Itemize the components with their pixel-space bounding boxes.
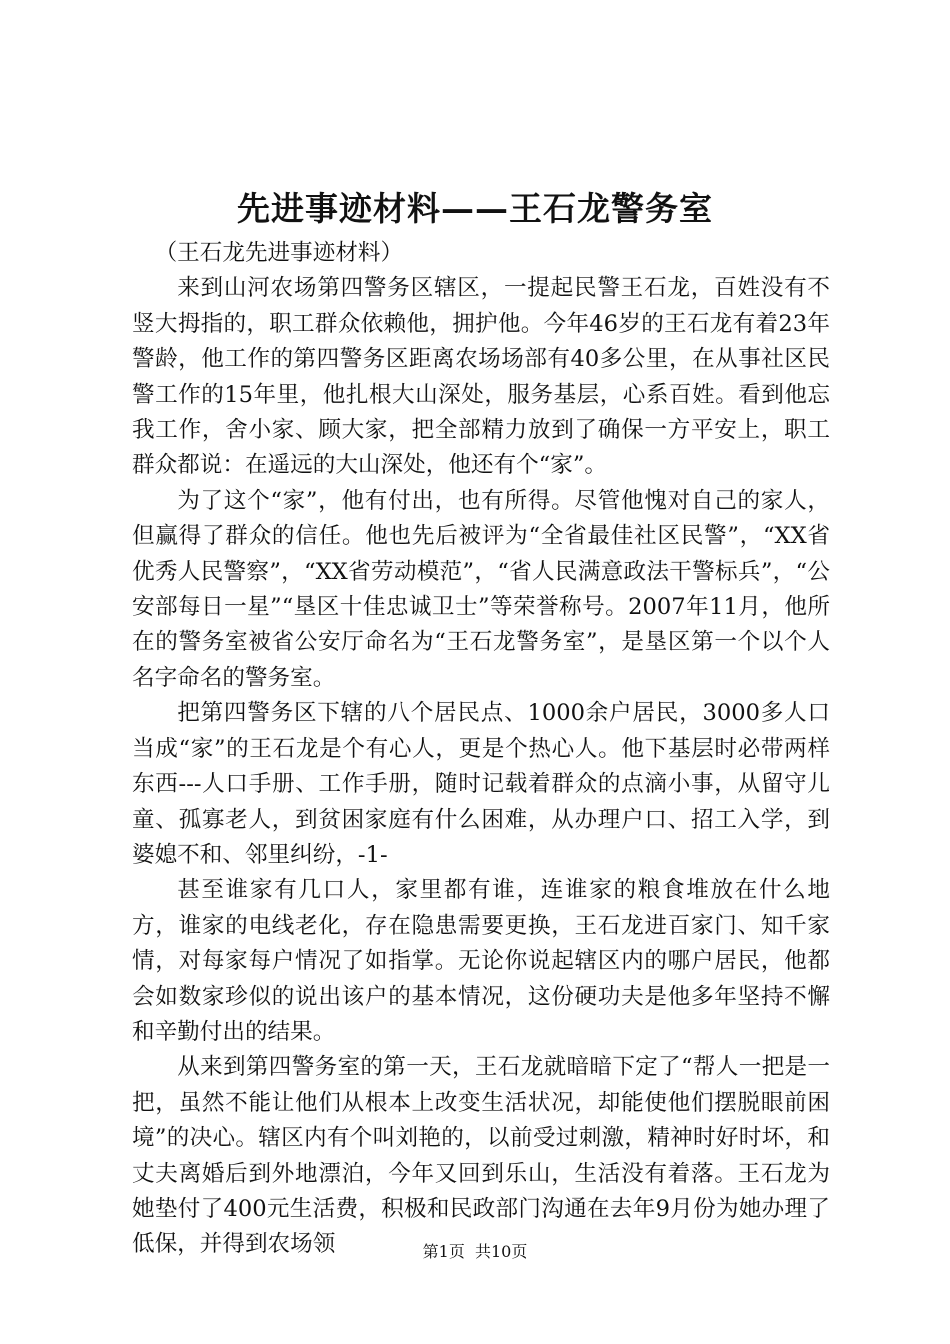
paragraph-4: 甚至谁家有几口人，家里都有谁，连谁家的粮食堆放在什么地方，谁家的电线老化，存在隐患需要更换，王石龙进百家门、知千家情，对每家每户情况了如指掌。无论你说起辖区内的哪户居民，他都会如数家珍似的说出该户的基本情况，这份硬功夫是他多年坚持不懈和辛勤付出的结果。 [132,877,830,1045]
document-subtitle: （王石龙先进事迹材料） [154,240,404,266]
paragraph-1: 来到山河农场第四警务区辖区，一提起民警王石龙，百姓没有不竖大拇指的，职工群众依赖他，拥护他。今年46岁的王石龙有着23年警龄，他工作的第四警务区距离农场场部有40多公里，在从事社区民警工作的15年里，他扎根大山深处，服务基层，心系百姓。看到他忘我工作，舍小家、顾大家，把全部精力放到了确保一方平安上，职工群众都说：在遥远的大山深处，他还有个“家”。 [132,275,830,479]
paragraph-2: 为了这个“家”，他有付出，也有所得。尽管他愧对自己的家人，但赢得了群众的信任。他也先后被评为“全省最佳社区民警”，“XX省优秀人民警察”，“XX省劳动模范”，“省人民满意政法干警标兵”，“公安部每日一星”“垦区十佳忠诚卫士”等荣誉称号。2007年11月，他所在的警务室被省公安厅命名为“王石龙警务室”，是垦区第一个以个人名字命名的警务室。 [132,487,830,691]
page-number: 第1页 共10页 [422,1242,528,1261]
document-title: 先进事迹材料——王石龙警务室 [237,189,713,228]
paragraph-3: 把第四警务区下辖的八个居民点、1000余户居民，3000多人口当成“家”的王石龙是个有心人，更是个热心人。他下基层时必带两样东西---人口手册、工作手册，随时记载着群众的点滴小事，从留守儿童、孤寡老人，到贫困家庭有什么困难，从办理户口、招工入学，到婆媳不和、邻里纠纷，-1- [132,700,830,868]
paragraph-5: 从来到第四警务室的第一天，王石龙就暗暗下定了“帮人一把是一把，虽然不能让他们从根本上改变生活状况，却能使他们摆脱眼前困境”的决心。辖区内有个叫刘艳的，以前受过刺激，精神时好时坏，和丈夫离婚后到外地漂泊，今年又回到乐山，生活没有着落。王石龙为她垫付了400元生活费，积极和民政部门沟通在去年9月份为她办理了低保，并得到农场领 [132,1054,830,1258]
page-footer [0,1240,950,1264]
document-body [132,236,830,1263]
